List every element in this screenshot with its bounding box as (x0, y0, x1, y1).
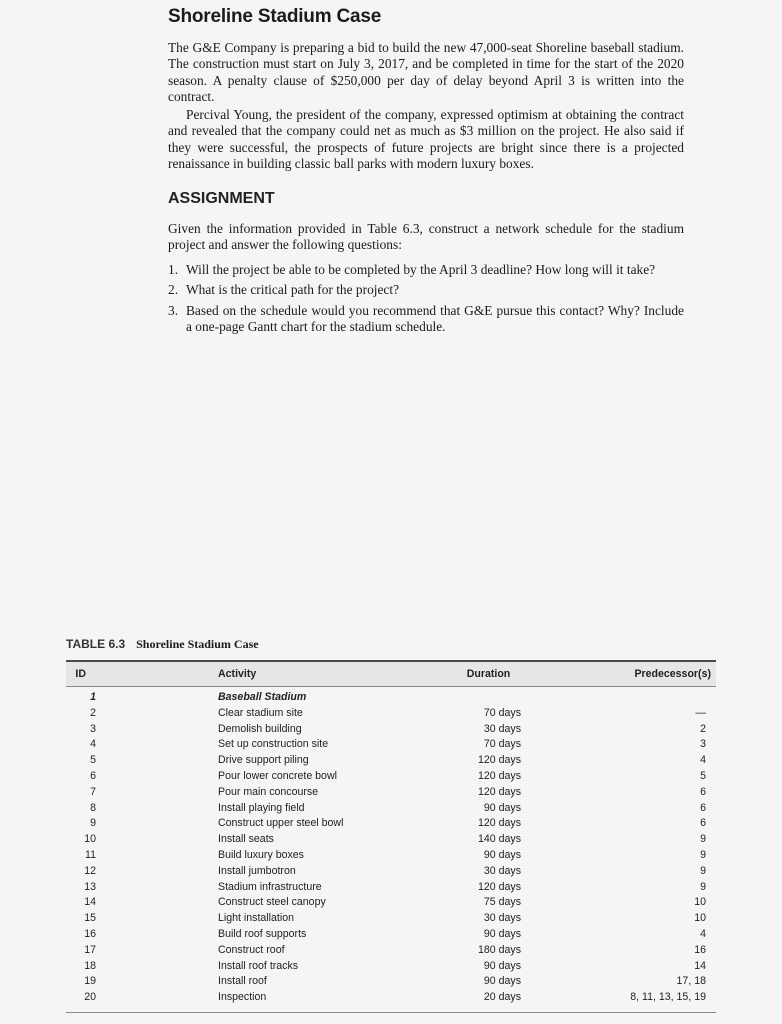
cell-predecessors: 10 (694, 896, 706, 909)
table-row (66, 864, 716, 880)
cell-id: 20 (84, 991, 96, 1004)
cell-activity: Baseball Stadium (218, 691, 307, 703)
cell-predecessors: 8, 11, 13, 15, 19 (630, 991, 706, 1004)
case-paragraph-2: Percival Young, the president of the company, expressed optimism at obtaining the contract and revealed that the company could net as much as $3 million on the project. He also said if they were successful, the prospects of future projects are bright since there is a projected renaissance in building classic ball parks with modern luxury boxes. (168, 107, 684, 172)
cell-predecessors: 2 (700, 722, 706, 735)
cell-activity: Clear stadium site (218, 706, 303, 719)
cell-duration: 30 days (483, 864, 521, 877)
case-title: Shoreline Stadium Case (168, 6, 382, 27)
question-text: What is the critical path for the project? (186, 282, 400, 298)
cell-predecessors: 9 (700, 833, 706, 846)
table-row (66, 753, 716, 769)
cell-id: 11 (85, 848, 96, 861)
activity-table (66, 660, 716, 1013)
cell-id: 15 (84, 912, 96, 925)
cell-duration: 90 days (483, 848, 521, 861)
cell-duration: 140 days (478, 833, 521, 846)
table-row (66, 832, 716, 848)
cell-duration: 90 days (483, 975, 521, 988)
cell-id: 13 (84, 880, 96, 893)
header-predecessors: Predecessor(s) (634, 668, 711, 680)
question-item (168, 282, 684, 298)
table-row (66, 943, 716, 959)
cell-predecessors: 5 (700, 769, 706, 782)
cell-activity: Install roof (218, 975, 267, 988)
cell-activity: Build luxury boxes (218, 848, 304, 861)
cell-activity: Construct upper steel bowl (218, 817, 344, 830)
table-row (66, 927, 716, 943)
table-row (66, 816, 716, 832)
table-row (66, 990, 716, 1006)
cell-id: 8 (90, 801, 96, 814)
cell-predecessors: 17, 18 (676, 975, 706, 988)
cell-predecessors: 16 (694, 943, 706, 956)
cell-id: 3 (90, 722, 96, 735)
question-item (168, 303, 684, 336)
header-activity: Activity (218, 668, 257, 680)
cell-duration: 75 days (483, 896, 521, 909)
table-row (66, 959, 716, 975)
cell-duration: 30 days (483, 722, 521, 735)
cell-predecessors: 6 (700, 801, 706, 814)
cell-id: 17 (84, 943, 96, 956)
cell-id: 12 (84, 864, 96, 877)
cell-duration: 120 days (478, 817, 521, 830)
cell-activity: Pour lower concrete bowl (218, 769, 337, 782)
cell-id: 16 (84, 927, 96, 940)
cell-predecessors: 3 (700, 738, 706, 751)
question-item (168, 262, 684, 278)
cell-predecessors: 9 (700, 864, 706, 877)
question-text: Will the project be able to be completed by the April 3 deadline? How long will it take? (186, 262, 656, 277)
cell-id: 1 (90, 691, 96, 703)
cell-duration: 180 days (478, 943, 521, 956)
cell-duration: 70 days (483, 706, 521, 719)
header-duration: Duration (466, 668, 511, 680)
cell-id: 4 (90, 738, 96, 751)
table-caption (66, 637, 259, 652)
cell-activity: Inspection (218, 991, 267, 1004)
table-row (66, 737, 716, 753)
table-row (66, 722, 716, 738)
question-number: 3. (168, 302, 179, 318)
cell-predecessors: 9 (700, 880, 706, 893)
cell-predecessors: 9 (700, 848, 706, 861)
cell-duration: 30 days (483, 912, 521, 925)
table-row (66, 801, 716, 817)
cell-predecessors: 6 (700, 817, 706, 830)
table-row (66, 848, 716, 864)
table-row (66, 911, 716, 927)
cell-predecessors: 4 (700, 927, 706, 940)
question-number: 2. (168, 282, 179, 298)
cell-id: 6 (90, 769, 96, 782)
cell-duration: 90 days (483, 927, 521, 940)
table-row (66, 769, 716, 785)
cell-activity: Demolish building (218, 722, 302, 735)
table-row (66, 880, 716, 896)
table-row (66, 690, 716, 706)
cell-activity: Construct roof (218, 943, 285, 956)
question-list (168, 262, 684, 340)
table-name: Shoreline Stadium Case (136, 637, 259, 651)
cell-id: 19 (84, 975, 96, 988)
table-row (66, 785, 716, 801)
cell-duration: 90 days (483, 959, 521, 972)
table-body (66, 687, 716, 1013)
cell-activity: Drive support piling (218, 754, 309, 767)
table-number: TABLE 6.3 (66, 637, 126, 651)
cell-activity: Stadium infrastructure (218, 880, 322, 893)
header-id: ID (75, 668, 86, 680)
cell-duration: 20 days (483, 991, 521, 1004)
cell-activity: Set up construction site (218, 738, 329, 751)
cell-duration: 120 days (478, 880, 521, 893)
cell-id: 2 (90, 706, 96, 719)
case-paragraph-1: The G&E Company is preparing a bid to build the new 47,000-seat Shoreline baseball stadium. The construction must start on July 3, 2017, and be completed in time for the start of the 2020 season. A penalty clause of $250,000 per day of delay beyond April 3 is written into the contract. (168, 40, 684, 105)
cell-id: 10 (84, 833, 96, 846)
cell-id: 18 (84, 959, 96, 972)
table-row (66, 895, 716, 911)
cell-predecessors: 4 (700, 754, 706, 767)
cell-duration: 120 days (478, 754, 521, 767)
cell-predecessors: 10 (694, 912, 706, 925)
assignment-intro: Given the information provided in Table 6.3, construct a network schedule for the stadium project and answer the following questions: (168, 221, 684, 253)
cell-activity: Build roof supports (218, 927, 307, 940)
table-row (66, 706, 716, 722)
cell-id: 5 (90, 754, 96, 767)
cell-predecessors: — (695, 706, 706, 719)
cell-duration: 120 days (478, 785, 521, 798)
cell-activity: Construct steel canopy (218, 896, 326, 909)
cell-activity: Install jumbotron (218, 864, 296, 877)
cell-duration: 120 days (478, 769, 521, 782)
cell-activity: Pour main concourse (218, 785, 319, 798)
table-row (66, 974, 716, 990)
cell-activity: Light installation (218, 912, 294, 925)
cell-duration: 70 days (483, 738, 521, 751)
cell-predecessors: 14 (694, 959, 706, 972)
cell-duration: 90 days (483, 801, 521, 814)
cell-activity: Install playing field (218, 801, 305, 814)
question-number: 1. (168, 262, 179, 277)
cell-activity: Install roof tracks (218, 959, 299, 972)
cell-activity: Install seats (218, 833, 274, 846)
cell-predecessors: 6 (700, 785, 706, 798)
question-text: Based on the schedule would you recommend that G&E pursue this contact? Why? Include a one-page Gantt chart for the stadium schedule. (186, 302, 684, 335)
cell-id: 14 (84, 896, 96, 909)
table-header (66, 660, 716, 687)
cell-id: 9 (90, 817, 96, 830)
cell-id: 7 (90, 785, 96, 798)
assignment-heading: ASSIGNMENT (168, 190, 275, 207)
